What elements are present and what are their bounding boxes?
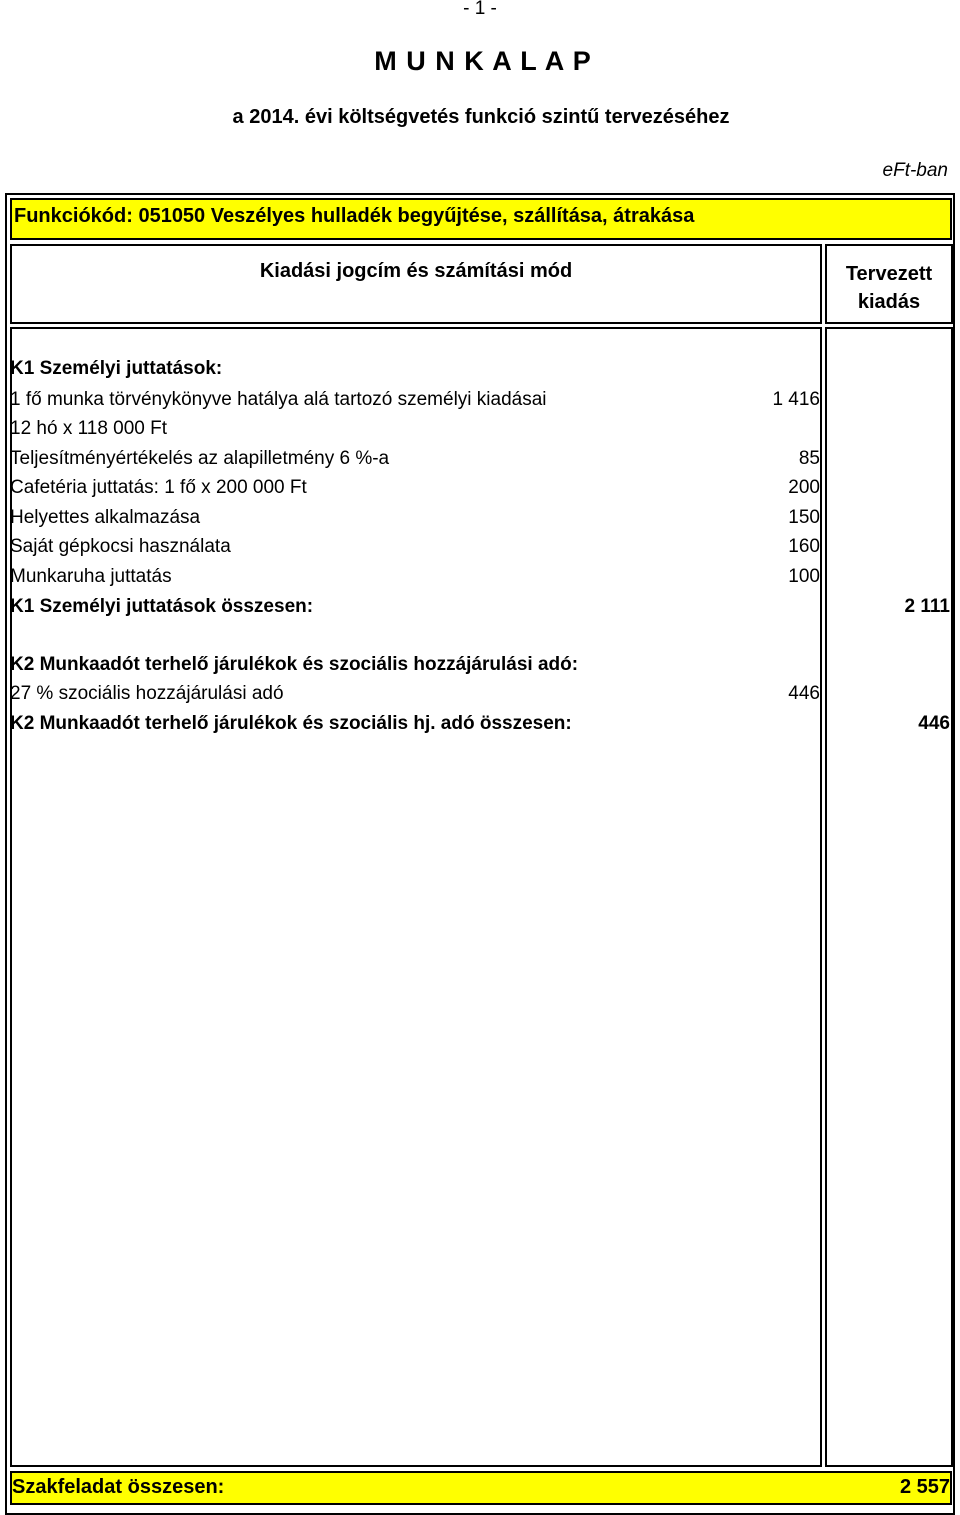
document-subtitle: a 2014. évi költségvetés funkció szintű tervezéséhez — [232, 106, 730, 128]
function-code-bar — [10, 198, 952, 240]
column-header-planned-line2: kiadás — [857, 291, 921, 313]
page-number: - 1 - — [463, 0, 497, 19]
k1-total-value: 2 111 — [904, 596, 950, 617]
column-header-description: Kiadási jogcím és számítási mód — [259, 260, 573, 282]
k2-total-value: 446 — [918, 713, 950, 734]
column-header-planned — [825, 260, 953, 316]
k2-item-label: 27 % szociális hozzájárulási adó — [10, 683, 284, 704]
k2-total-label: K2 Munkaadót terhelő járulékok és szociális hj. adó összesen: — [10, 713, 572, 734]
column-header-planned-line1: Tervezett — [845, 263, 933, 285]
k1-item-value: 85 — [798, 448, 820, 469]
k1-total-label: K1 Személyi juttatások összesen: — [10, 596, 314, 617]
k1-item-label: 12 hó x 118 000 Ft — [10, 418, 168, 439]
document-title: M U N K A L A P — [374, 46, 592, 76]
k1-item-label: Teljesítményértékelés az alapilletmény 6 %-a — [10, 448, 390, 469]
planned-column — [825, 327, 953, 1467]
k1-item-label: Cafetéria juttatás: 1 fő x 200 000 Ft — [10, 477, 307, 498]
unit-label: eFt-ban — [882, 160, 948, 181]
k1-item-value: 150 — [788, 507, 820, 528]
k1-item-value: 160 — [788, 536, 820, 557]
k1-item-label: 1 fő munka törvénykönyve hatálya alá tartozó személyi kiadásai — [10, 389, 547, 410]
k1-heading: K1 Személyi juttatások: — [10, 358, 223, 379]
header-cell-description — [10, 244, 822, 324]
function-code-label: Funkciókód: 051050 Veszélyes hulladék begyűjtése, szállítása, átrakása — [14, 205, 695, 227]
grand-total-label: Szakfeladat összesen: — [12, 1476, 225, 1498]
k1-item-value: 1 416 — [772, 389, 820, 410]
k1-item-label: Saját gépkocsi használata — [10, 536, 231, 557]
k1-item-value: 100 — [788, 566, 820, 587]
k1-item-value: 200 — [788, 477, 820, 498]
grand-total-value: 2 557 — [899, 1476, 950, 1498]
k2-item-value: 446 — [788, 683, 820, 704]
k1-item-label: Munkaruha juttatás — [10, 566, 172, 587]
k2-heading: K2 Munkaadót terhelő járulékok és szociális hozzájárulási adó: — [10, 654, 579, 675]
k1-item-label: Helyettes alkalmazása — [10, 507, 201, 528]
